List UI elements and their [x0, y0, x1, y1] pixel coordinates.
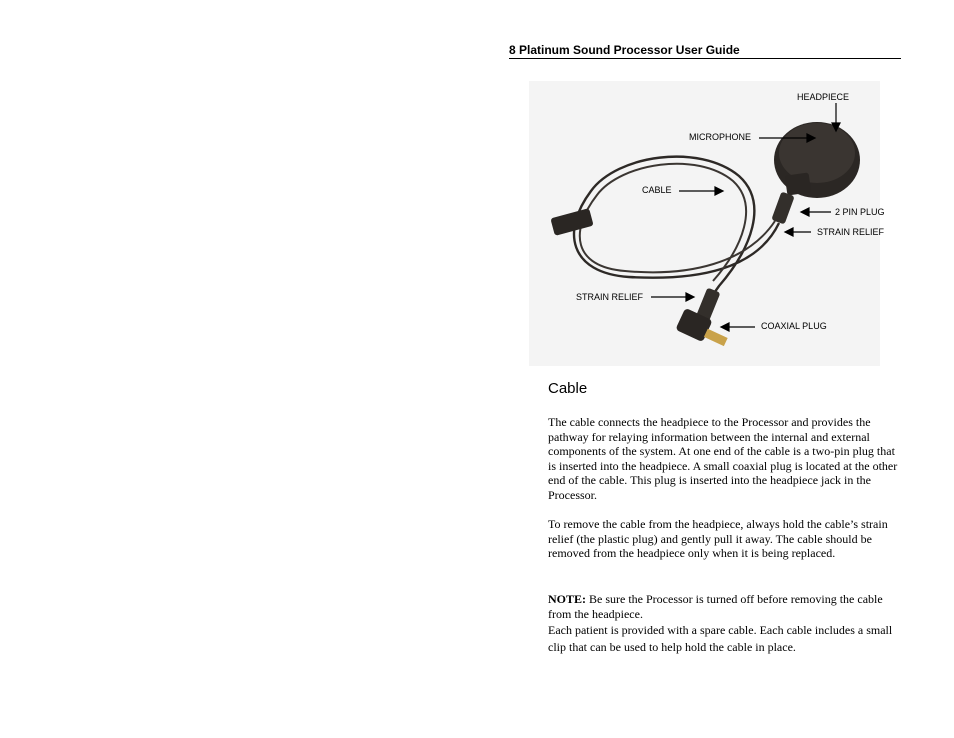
paragraph-intro: The cable connects the headpiece to the Processor and provides the pathway for relaying information between the internal and external components of the system. At one end of the cable is a two-pin plug that is inserted into the headpiece. A small coaxial plug is located at the other end of the cable. This plug is inserted into the headpiece jack in the Processor.: [548, 415, 898, 502]
cable-figure: [529, 81, 885, 366]
paragraph-note: [548, 592, 902, 621]
label-two-pin-plug: 2 PIN PLUG: [835, 207, 885, 217]
section-title: Cable: [548, 380, 588, 397]
note-label: NOTE:: [548, 592, 587, 606]
label-headpiece: HEADPIECE: [797, 92, 850, 102]
label-cable: CABLE: [642, 185, 672, 195]
label-strain-relief-right: STRAIN RELIEF: [817, 227, 885, 237]
page-header: 8 Platinum Sound Processor User Guide: [509, 43, 901, 59]
cable-clip: [550, 208, 593, 236]
cable-line: [574, 157, 779, 303]
cable-illustration: [529, 81, 880, 366]
note-text: Be sure the Processor is turned off before removing the cable from the headpiece.: [548, 592, 883, 621]
label-strain-relief-left: STRAIN RELIEF: [576, 292, 644, 302]
label-microphone: MICROPHONE: [689, 132, 752, 142]
paragraph-spare-cable: Each patient is provided with a spare cable. Each cable includes a small clip that can be used to help hold the cable in place.: [548, 623, 893, 654]
label-coaxial-plug: COAXIAL PLUG: [761, 321, 827, 331]
two-pin-plug-shape: [785, 172, 812, 195]
paragraph-removal: To remove the cable from the headpiece, always hold the cable’s strain relief (the plastic plug) and gently pull it away. The cable should be removed from the headpiece only when it is being replaced.: [548, 517, 888, 561]
